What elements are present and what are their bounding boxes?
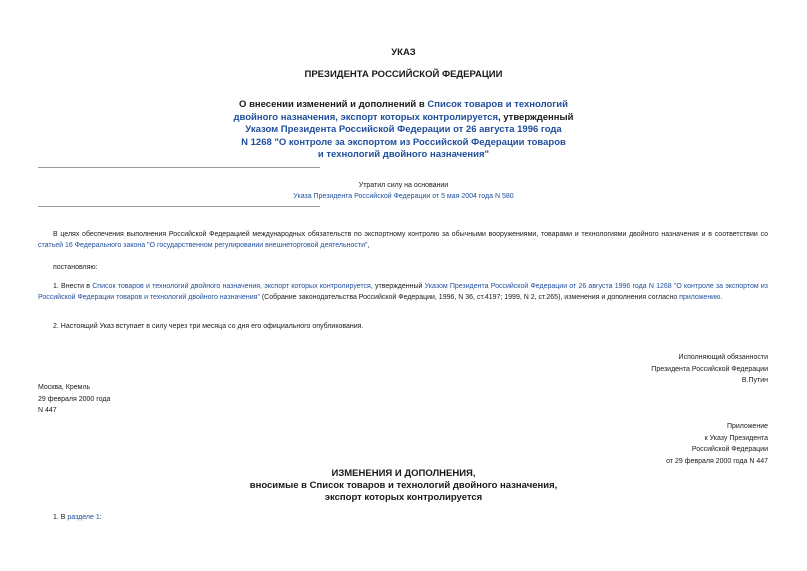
- paragraph-decree: постановляю:: [53, 264, 98, 271]
- appendix-title-1: ИЗМЕНЕНИЯ И ДОПОЛНЕНИЯ,: [331, 468, 476, 479]
- appendix-item-prefix: 1. В: [53, 514, 68, 521]
- p1-law-link[interactable]: статьей 16 Федерального закона "О государственном регулировании внешнеторговой деятельности": [38, 242, 368, 249]
- p1-text: В целях обеспечения выполнения Российской Федерацией международных обязательств по экспортному контролю за обычными вооружениями, товарами и технологиями двойного назначения и в соответствии со: [53, 231, 768, 238]
- doc-about: [0, 99, 807, 162]
- appendix-ref-line-1: Приложение: [726, 423, 768, 430]
- p3-list-link[interactable]: Список товаров и технологий двойного назначения, экспорт которых контролируется: [92, 283, 371, 290]
- signature-line-3: В.Путин: [741, 377, 768, 384]
- doc-subtitle: ПРЕЗИДЕНТА РОССИЙСКОЙ ФЕДЕРАЦИИ: [304, 69, 503, 80]
- appendix-ref-line-2: к Указу Президента: [704, 434, 768, 442]
- p3-a: 1. Внести в: [53, 283, 93, 290]
- status-link-wrap: [0, 191, 807, 202]
- about-text-1: О внесении изменений и дополнений в: [239, 99, 428, 110]
- p3-b: , утвержденный: [370, 283, 425, 290]
- about-text-2: , утвержденный: [498, 111, 574, 123]
- appendix-item-1: [38, 512, 768, 523]
- appendix-reference: [666, 421, 768, 467]
- place-date-block: [38, 382, 110, 417]
- place-line: Москва, Кремль: [38, 384, 91, 391]
- about-link-decree-3[interactable]: и технологий двойного назначения": [317, 149, 490, 160]
- p1-end: ,: [367, 242, 370, 249]
- appendix-ref-line-4: от 29 февраля 2000 года N 447: [666, 457, 768, 465]
- section-1-link[interactable]: разделе 1: [67, 514, 100, 521]
- about-link-list[interactable]: Список товаров и технологий: [427, 99, 568, 110]
- signature-line-1: Исполняющий обязанности: [678, 354, 768, 361]
- divider-bottom: [38, 206, 320, 207]
- appendix-title-3: экспорт которых контролируется: [324, 492, 483, 503]
- p3-appendix-link[interactable]: приложению: [679, 294, 721, 301]
- p3-c: (Собрание законодательства Российской Федерации, 1996, N 36, ст.4197; 1999, N 2, ст.265), изменения и дополнения согласно: [259, 294, 680, 301]
- date-line: 29 февраля 2000 года: [38, 395, 111, 403]
- about-link-list-2[interactable]: двойного назначения, экспорт которых контролируется: [233, 111, 498, 123]
- appendix-title: [0, 468, 807, 504]
- divider-top: [38, 167, 320, 168]
- appendix-title-2: вносимые в Список товаров и технологий двойного назначения,: [249, 480, 558, 491]
- p3-decree-link[interactable]: Указом Президента Российской Федерации от 26 августа 1996 года N 1268 "О контроле за экспортом из Российской Федерации товаров и технологий двойного назначения": [38, 283, 769, 301]
- paragraph-item-2: 2. Настоящий Указ вступает в силу через три месяца со дня его официального опубликования.: [53, 323, 364, 330]
- signature-block: [651, 352, 768, 387]
- signature-line-2: Президента Российской Федерации: [651, 365, 768, 373]
- paragraph-preamble: [38, 229, 768, 251]
- status-line: Утратил силу на основании: [358, 182, 449, 189]
- about-link-decree-2[interactable]: N 1268 "О контроле за экспортом из Российской Федерации товаров: [241, 136, 566, 148]
- p3-d: .: [720, 294, 723, 301]
- status-link[interactable]: Указа Президента Российской Федерации от 5 мая 2004 года N 580: [293, 193, 514, 200]
- appendix-item-suffix: :: [99, 514, 102, 521]
- paragraph-item-1: [38, 281, 768, 303]
- doc-title: УКАЗ: [391, 47, 416, 58]
- number-line: N 447: [38, 407, 57, 414]
- about-link-decree[interactable]: Указом Президента Российской Федерации от 26 августа 1996 года: [245, 124, 562, 135]
- appendix-ref-line-3: Российской Федерации: [691, 446, 768, 453]
